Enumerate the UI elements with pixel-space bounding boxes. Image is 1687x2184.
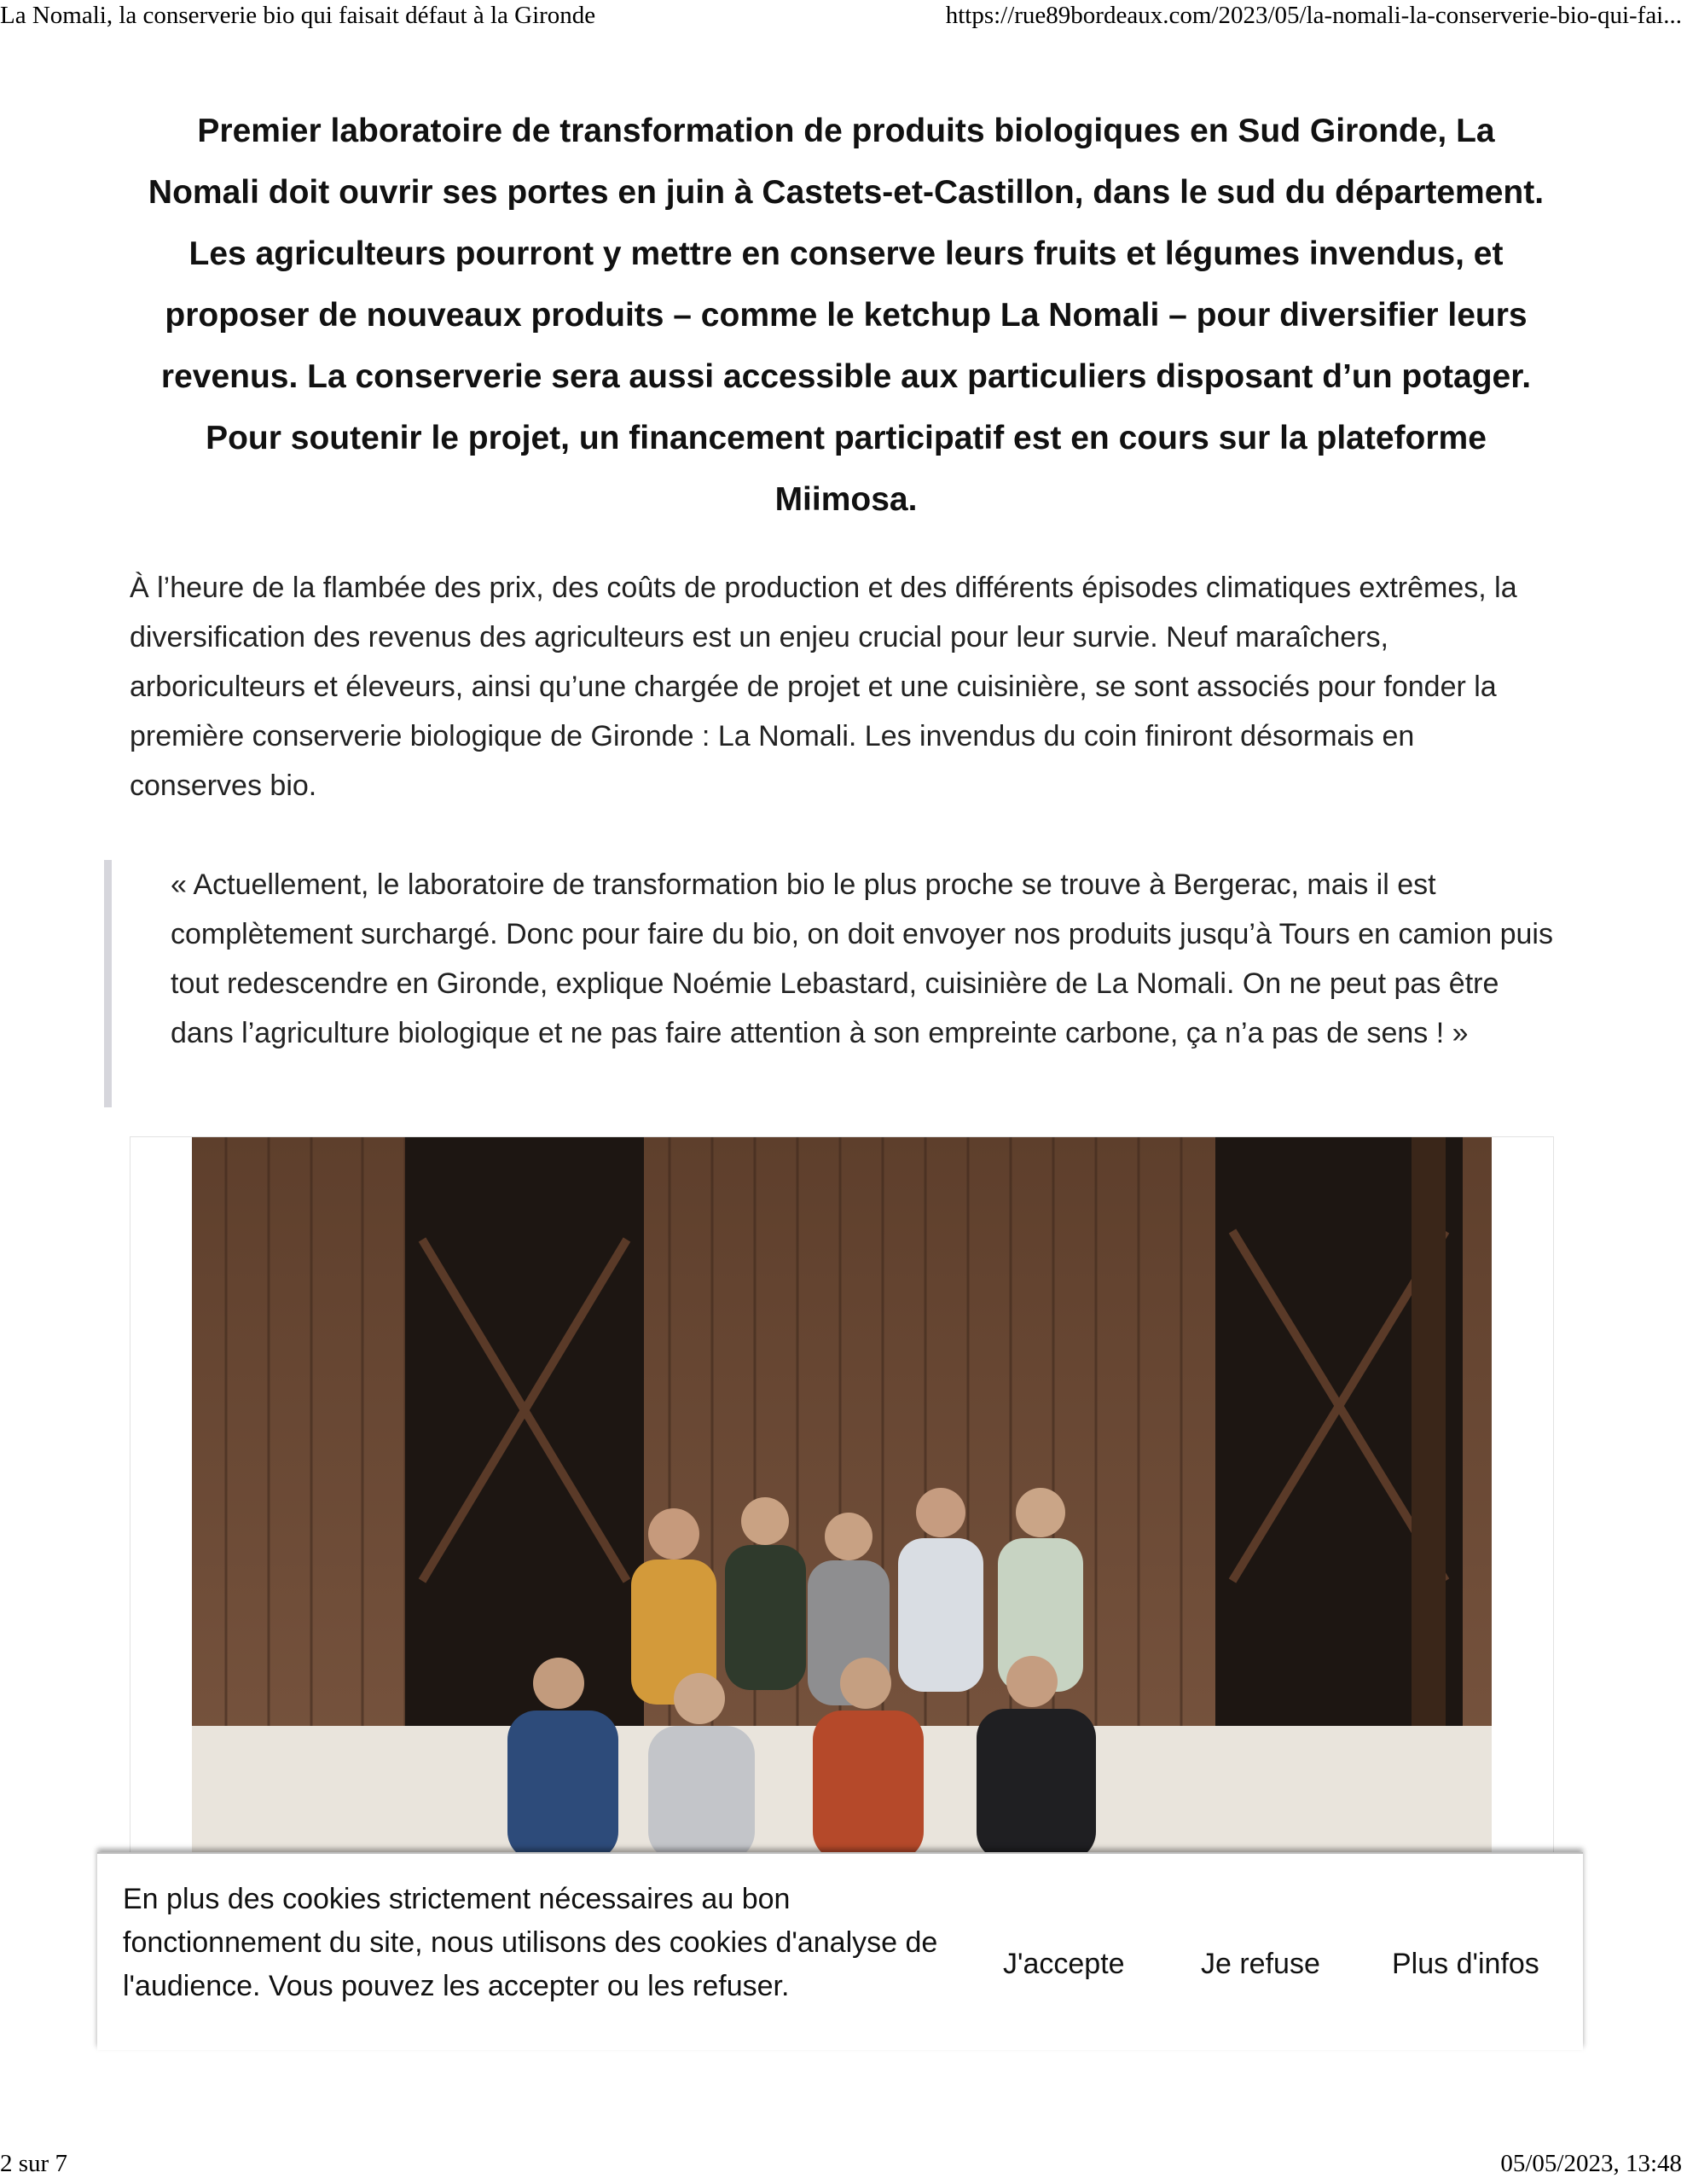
article-paragraph: À l’heure de la flambée des prix, des coûts de production et des différents épisodes climatiques extrêmes, la diversification des revenus des agriculteurs est un enjeu crucial pour leur survie. Neuf maraîchers, arboriculteurs et éleveurs, ainsi qu’une chargée de projet et une cuisinière, se sont associés pour fonder la première conserverie biologique de Gironde : La Nomali. Les invendus du coin finiront désormais en conserves bio. bbox=[130, 572, 1517, 802]
cookie-more-info-button[interactable]: Plus d'infos bbox=[1392, 1948, 1539, 1980]
article-photo bbox=[130, 1136, 1554, 1861]
print-footer bbox=[0, 2148, 1687, 2182]
cookie-accept-button[interactable]: J'accepte bbox=[1003, 1948, 1125, 1980]
cookie-banner bbox=[97, 1852, 1583, 2050]
group-photo-image bbox=[192, 1137, 1492, 1861]
print-footer-page: 2 sur 7 bbox=[0, 2150, 67, 2177]
print-footer-datetime: 05/05/2023, 13:48 bbox=[1500, 2150, 1682, 2177]
cookie-refuse-button[interactable]: Je refuse bbox=[1201, 1948, 1320, 1980]
print-header-title: La Nomali, la conserverie bio qui faisait défaut à la Gironde bbox=[0, 2, 596, 29]
print-header-url: https://rue89bordeaux.com/2023/05/la-nomali-la-conserverie-bio-qui-fai... bbox=[945, 2, 1682, 29]
print-header bbox=[0, 0, 1687, 34]
article-lead: Premier laboratoire de transformation de produits biologiques en Sud Gironde, La Nomali doit ouvrir ses portes en juin à Castets-et-Castillon, dans le sud du département. Les agriculteurs pourront y mettre en conserve leurs fruits et légumes invendus, et proposer de nouveaux produits – comme le ketchup La Nomali – pour diversifier leurs revenus. La conserverie sera aussi accessible aux particuliers disposant d’un potager. Pour soutenir le projet, un financement participatif est en cours sur la plateforme Miimosa. bbox=[148, 113, 1545, 518]
cookie-banner-text: En plus des cookies strictement nécessaires au bon fonctionnement du site, nous utilisons des cookies d'analyse de l'audience. Vous pouvez les accepter ou les refuser. bbox=[123, 1883, 938, 2002]
article-blockquote: « Actuellement, le laboratoire de transformation bio le plus proche se trouve à Bergerac, mais il est complètement surchargé. Donc pour faire du bio, on doit envoyer nos produits jusqu’à Tours en camion puis tout redescendre en Gironde, explique Noémie Lebastard, cuisinière de La Nomali. On ne peut pas être dans l’agriculture biologique et ne pas faire attention à son empreinte carbone, ça n’a pas de sens ! » bbox=[171, 868, 1553, 1049]
left-opening bbox=[405, 1137, 644, 1726]
blockquote-bar bbox=[104, 860, 112, 1107]
